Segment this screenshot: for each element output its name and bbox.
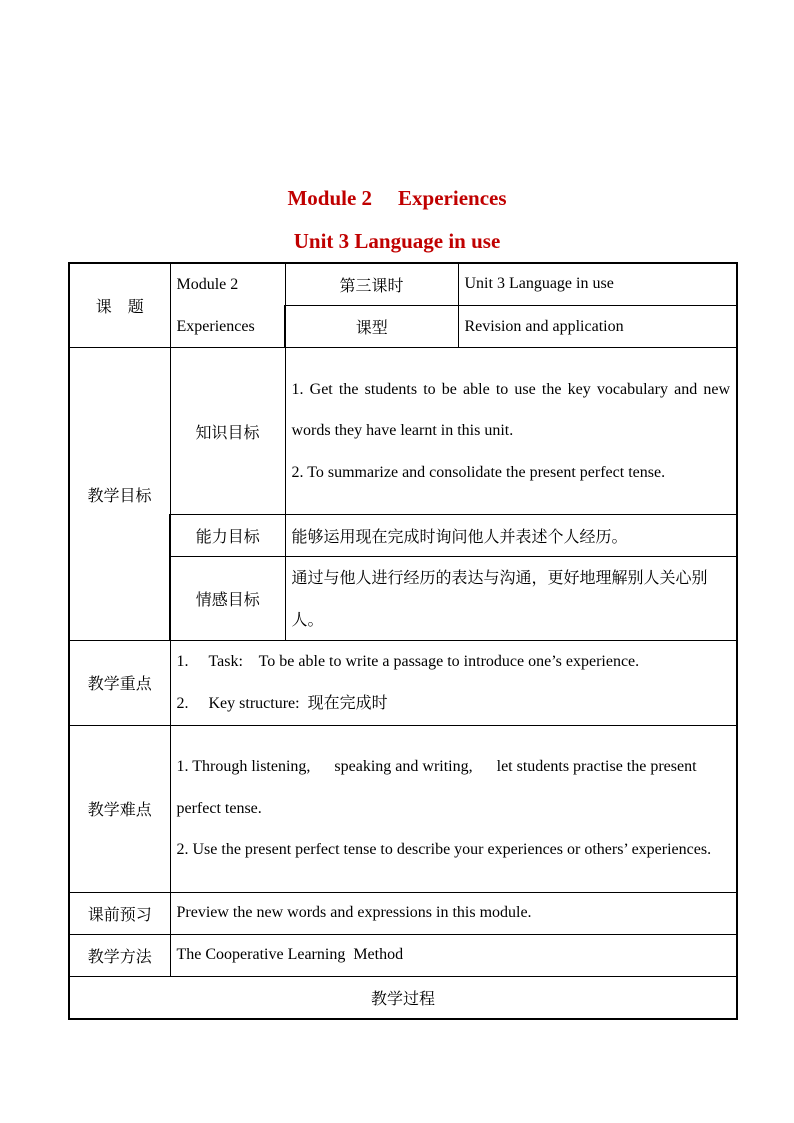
- difficulty-2: 2. Use the present perfect tense to describe your experiences or others’ experiences.: [176, 841, 712, 859]
- preview-label: 课前预习: [69, 892, 170, 934]
- method-label: 教学方法: [69, 934, 170, 976]
- module-line-2: Experiences: [176, 317, 255, 335]
- preview-value: Preview the new words and expressions in this module.: [170, 892, 737, 934]
- module-name: Experiences: [398, 186, 507, 210]
- knowledge-value: [285, 348, 737, 515]
- module-title: [0, 186, 794, 211]
- emotion-label: 情感目标: [170, 557, 285, 641]
- process-label: 教学过程: [69, 976, 737, 1019]
- period-value: Unit 3 Language in use: [458, 263, 737, 305]
- key-points-value: [170, 641, 737, 725]
- period-label: 第三课时: [285, 263, 458, 305]
- key-point-2: 2. Key structure: 现在完成时: [176, 694, 388, 712]
- module-line-1: Module 2: [176, 276, 239, 293]
- lesson-type-value: Revision and application: [458, 305, 737, 347]
- difficulties-value: [170, 725, 737, 892]
- knowledge-item-1: 1. Get the students to be able to use the key vocabulary and new words they have learnt in this unit.: [291, 380, 730, 440]
- difficulty-1: 1. Through listening, speaking and writing, let students practise the present perfect tense.: [176, 758, 701, 817]
- ability-value: 能够运用现在完成时询问他人并表述个人经历。: [285, 515, 737, 557]
- difficulties-label: 教学难点: [69, 725, 170, 892]
- lesson-type-label: 课型: [285, 305, 458, 347]
- key-point-1: 1. Task: To be able to write a passage to introduce one’s experience.: [176, 653, 640, 671]
- unit-title: Unit 3 Language in use: [293, 229, 501, 253]
- knowledge-label: 知识目标: [170, 348, 285, 515]
- module-number: Module 2: [287, 186, 373, 210]
- module-cell: [170, 263, 285, 348]
- ability-label: 能力目标: [170, 515, 285, 557]
- method-value: The Cooperative Learning Method: [170, 934, 737, 976]
- emotion-value: 通过与他人进行经历的表达与沟通，更好地理解别人关心别人。: [285, 557, 737, 641]
- objectives-label: 教学目标: [69, 348, 170, 641]
- knowledge-item-2: 2. To summarize and consolidate the present perfect tense.: [291, 463, 666, 481]
- lesson-plan-table: [68, 262, 738, 1020]
- topic-label: 课 题: [69, 263, 170, 348]
- key-points-label: 教学重点: [69, 641, 170, 725]
